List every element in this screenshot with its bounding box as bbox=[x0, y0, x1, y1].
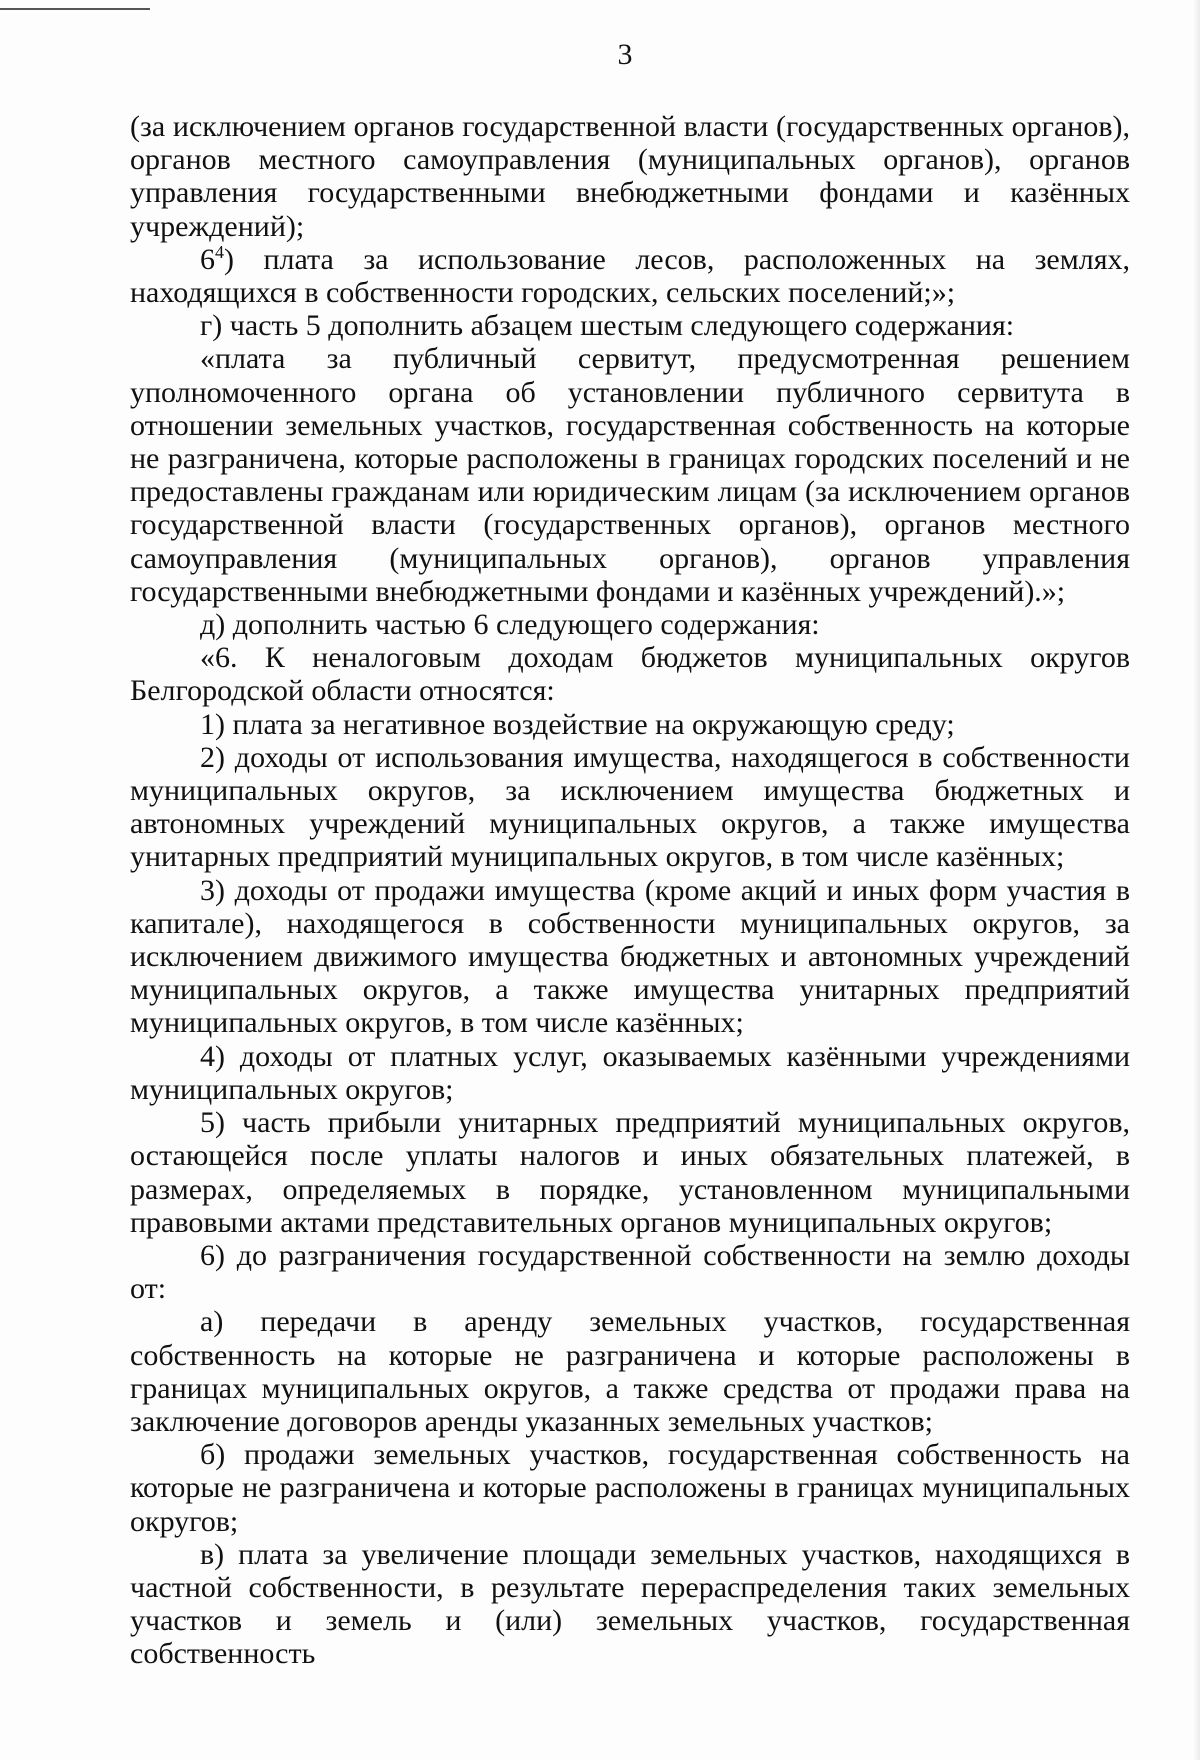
page-number: 3 bbox=[617, 38, 633, 71]
paragraph: 6) до разграничения государственной собственности на землю доходы от: bbox=[130, 1238, 1130, 1306]
paragraph: в) плата за увеличение площади земельных участков, находящихся в частной собственности, в результате перераспределения таких земельных участков и земель и (или) земельных участков, государственная собственность bbox=[130, 1537, 1130, 1671]
paragraph: 4) доходы от платных услуг, оказываемых казёнными учреждениями муниципальных округов; bbox=[130, 1039, 1130, 1106]
item-superscript: 4 bbox=[215, 241, 224, 262]
paragraph: д) дополнить частью 6 следующего содержания: bbox=[200, 608, 820, 642]
paragraph: г) часть 5 дополнить абзацем шестым следующего содержания: bbox=[200, 309, 1015, 343]
document-body bbox=[130, 110, 1130, 1671]
paragraph: б) продажи земельных участков, государственная собственность на которые не разграничена и которые расположены в границах муниципальных округов; bbox=[130, 1438, 1130, 1538]
scan-artifact-line bbox=[0, 8, 150, 10]
paragraph: «6. К неналоговым доходам бюджетов муниципальных округов Белгородской области относятся: bbox=[130, 641, 1130, 708]
paragraph: а) передачи в аренду земельных участков, государственная собственность на которые не разграничена и которые расположены в границах муниципальных округов, а также средства от продажи права на заключение договоров аренды указанных земельных участков; bbox=[130, 1305, 1130, 1438]
paragraph: (за исключением органов государственной власти (государственных органов), органов местного самоуправления (муниципальных органов), органов управления государственными внебюджетными фондами и казённых учреждений); bbox=[130, 110, 1130, 243]
paragraph: «плата за публичный сервитут, предусмотренная решением уполномоченного органа об установлении публичного сервитута в отношении земельных участков, государственная собственность на которые не разграничена, которые расположены в границах городских поселений и не предоставлены гражданам или юридическим лицам (за исключением органов государственной власти (государственных органов), органов местного самоуправления (муниципальных органов), органов управления государственными внебюджетными фондами и казённых учреждений).»; bbox=[130, 342, 1130, 608]
item-text: ) плата за использование лесов, расположенных на землях, находящихся в собственности городских, сельских поселений;»; bbox=[130, 242, 1130, 310]
paragraph: 1) плата за негативное воздействие на окружающую среду; bbox=[200, 707, 955, 741]
paragraph-item-6-4 bbox=[130, 243, 1130, 309]
paragraph: 3) доходы от продажи имущества (кроме акций и иных форм участия в капитале), находящегося в собственности муниципальных округов, за исключением движимого имущества бюджетных и автономных учреждений муниципальных округов, а также имущества унитарных предприятий муниципальных округов, в том числе казённых; bbox=[130, 873, 1130, 1040]
scan-page-edge bbox=[1194, 0, 1200, 1760]
paragraph: 5) часть прибыли унитарных предприятий муниципальных округов, остающейся после уплаты налогов и иных обязательных платежей, в размерах, определяемых в порядке, установленном муниципальными правовыми актами представительных органов муниципальных округов; bbox=[130, 1106, 1130, 1239]
paragraph: 2) доходы от использования имущества, находящегося в собственности муниципальных округов, за исключением имущества бюджетных и автономных учреждений муниципальных округов, а также имущества унитарных предприятий муниципальных округов, в том числе казённых; bbox=[130, 740, 1130, 874]
item-number: 6 bbox=[200, 242, 215, 276]
